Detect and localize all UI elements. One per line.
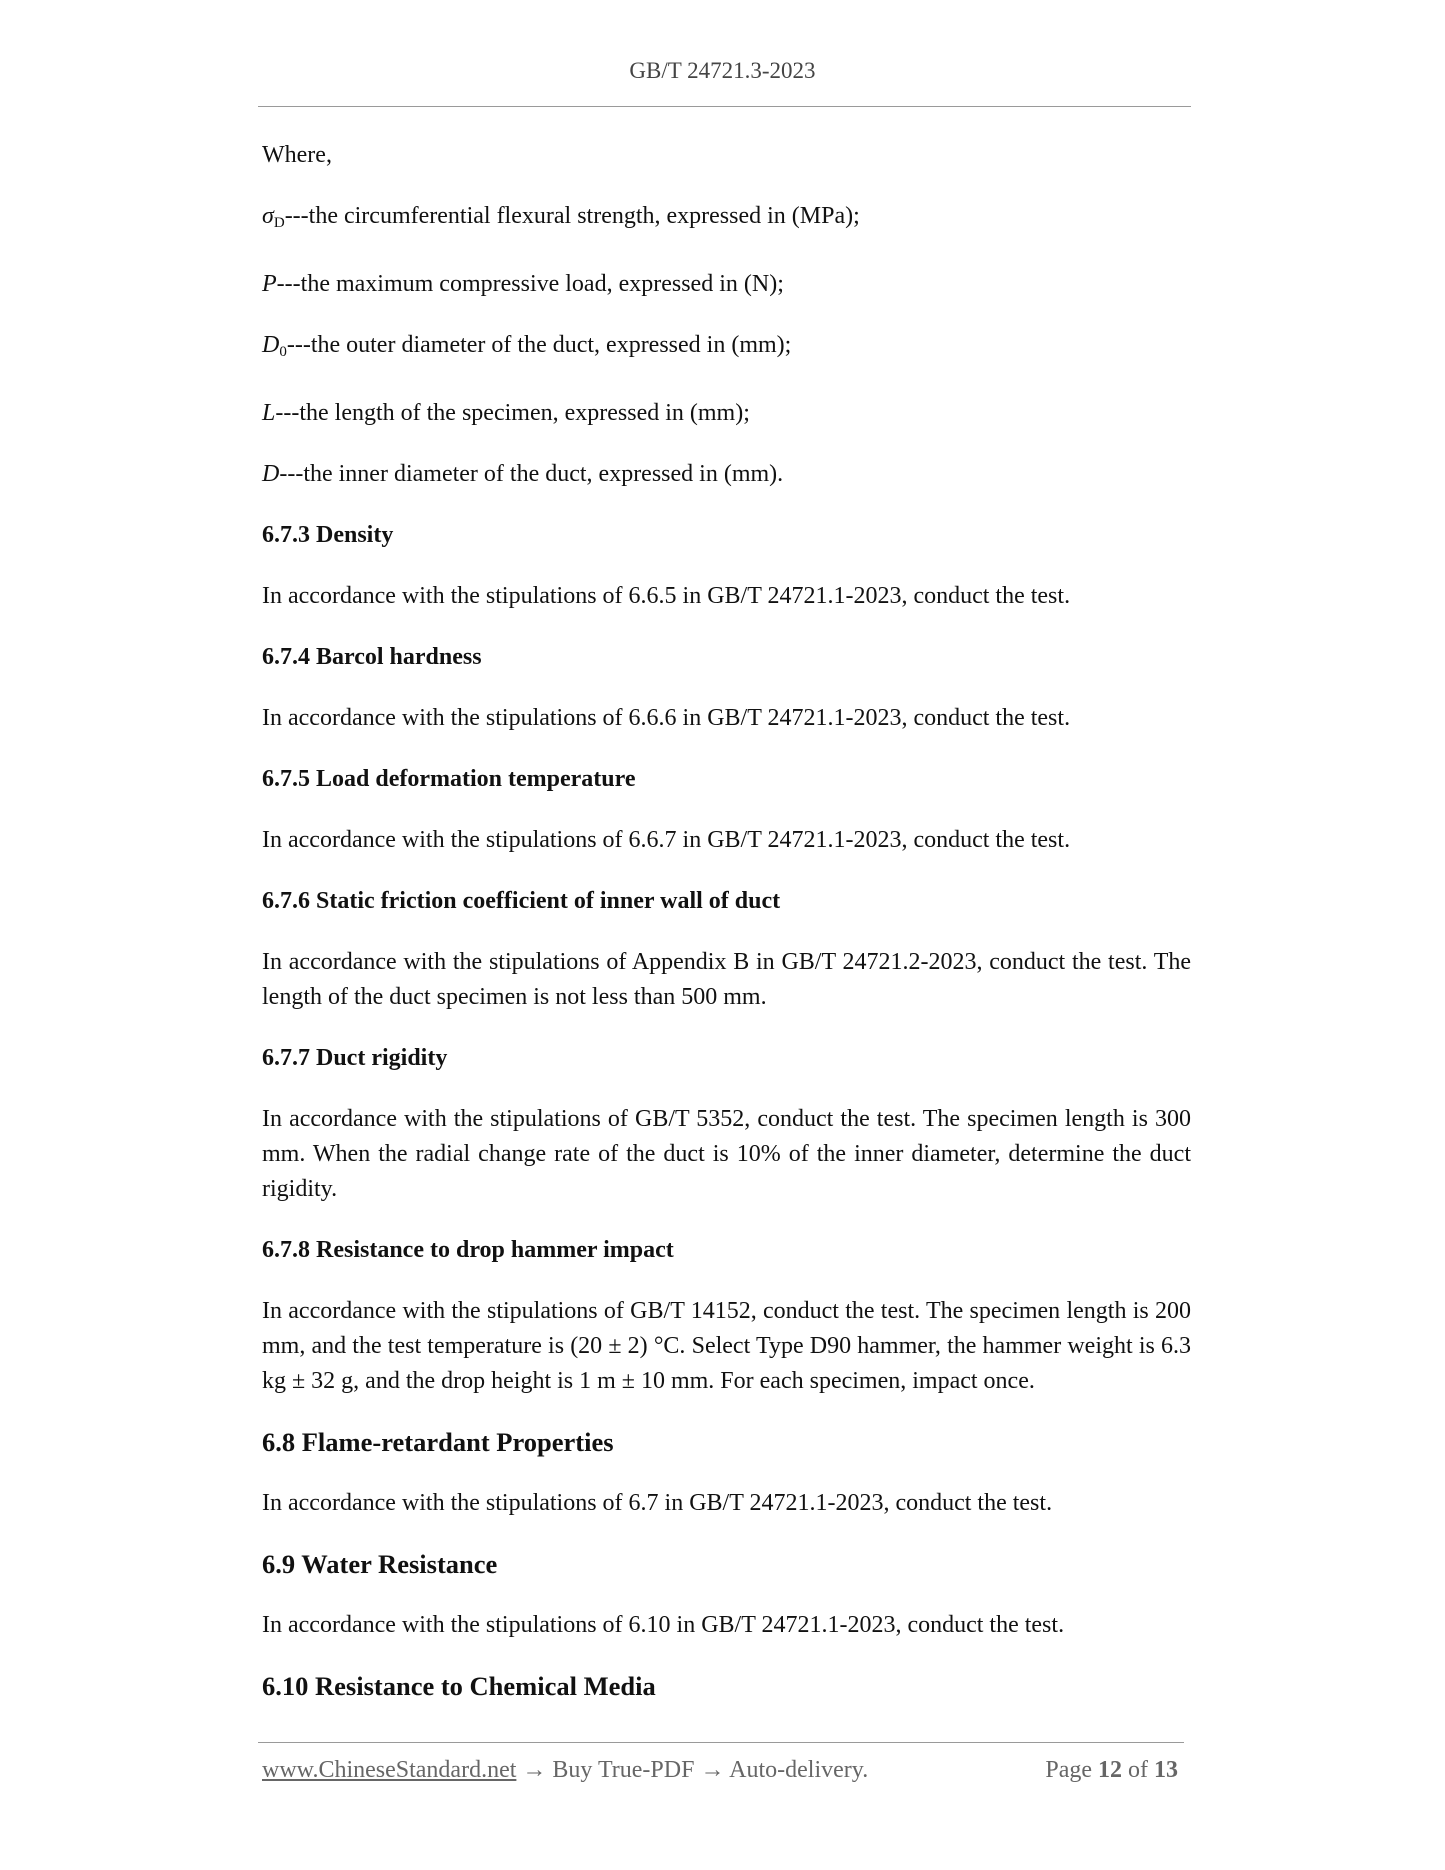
section-heading-drop-hammer: 6.7.8 Resistance to drop hammer impact xyxy=(262,1237,674,1263)
of-label: of xyxy=(1128,1757,1148,1783)
section-body-flame-retardant: In accordance with the stipulations of 6.7 in GB/T 24721.1-2023, conduct the test. xyxy=(262,1490,1053,1516)
arrow-right-icon: → xyxy=(522,1757,547,1783)
page-content xyxy=(262,138,1191,1704)
section-body-drop-hammer: In accordance with the stipulations of GB/T 14152, conduct the test. The specimen length is 200 mm, and the test temperature is (20 ± 2) °C. Select Type D90 hammer, the hammer weight is 6.3 kg ± 32 g, and the drop height is 1 m ± 10 mm. For each specimen, impact once. xyxy=(262,1298,1191,1394)
section-body-water-resistance: In accordance with the stipulations of 6.10 in GB/T 24721.1-2023, conduct the test. xyxy=(262,1612,1065,1638)
auto-delivery-text: Auto-delivery. xyxy=(729,1757,869,1783)
footer-promo xyxy=(262,1757,868,1784)
where-label: Where, xyxy=(262,142,332,168)
page-number: 12 xyxy=(1098,1757,1122,1783)
section-heading-density: 6.7.3 Density xyxy=(262,522,394,548)
website-link[interactable]: www.ChineseStandard.net xyxy=(262,1757,517,1783)
section-heading-chemical-media: 6.10 Resistance to Chemical Media xyxy=(262,1671,656,1701)
section-heading-barcol-hardness: 6.7.4 Barcol hardness xyxy=(262,644,482,670)
arrow-right-icon: → xyxy=(700,1757,725,1783)
section-heading-flame-retardant: 6.8 Flame-retardant Properties xyxy=(262,1427,614,1457)
section-body-barcol-hardness: In accordance with the stipulations of 6.6.6 in GB/T 24721.1-2023, conduct the test. xyxy=(262,705,1071,731)
page-indicator xyxy=(1045,1757,1178,1784)
section-body-static-friction: In accordance with the stipulations of Appendix B in GB/T 24721.2-2023, conduct the test. The length of the duct specimen is not less than 500 mm. xyxy=(262,949,1191,1010)
section-heading-static-friction: 6.7.6 Static friction coefficient of inner wall of duct xyxy=(262,888,781,914)
variable-p: P---the maximum compressive load, expressed in (N); xyxy=(262,271,784,297)
buy-true-pdf-text: Buy True-PDF xyxy=(552,1757,695,1783)
header-divider xyxy=(258,106,1191,107)
variable-sigma-d: $\sigma_D--$-the circumferential flexural strength, expressed in (MPa); xyxy=(262,203,860,231)
variable-l: L---the length of the specimen, expressed in (mm); xyxy=(262,400,750,426)
section-heading-water-resistance: 6.9 Water Resistance xyxy=(262,1549,498,1579)
page-footer xyxy=(262,1757,1182,1791)
section-body-load-deformation: In accordance with the stipulations of 6.6.7 in GB/T 24721.1-2023, conduct the test. xyxy=(262,827,1071,853)
footer-divider xyxy=(258,1742,1184,1743)
page-header: GB/T 24721.3-2023 xyxy=(629,58,816,83)
section-body-duct-rigidity: In accordance with the stipulations of GB/T 5352, conduct the test. The specimen length is 300 mm. When the radial change rate of the duct is 10% of the inner diameter, determine the duct rigidity. xyxy=(262,1106,1191,1202)
section-body-density: In accordance with the stipulations of 6.6.5 in GB/T 24721.1-2023, conduct the test. xyxy=(262,583,1071,609)
total-pages: 13 xyxy=(1154,1757,1178,1783)
section-heading-duct-rigidity: 6.7.7 Duct rigidity xyxy=(262,1045,448,1071)
variable-d0: $D_0--$-the outer diameter of the duct, expressed in (mm); xyxy=(262,332,792,360)
page-label: Page xyxy=(1045,1757,1092,1783)
variable-d: D---the inner diameter of the duct, expressed in (mm). xyxy=(262,461,784,487)
section-heading-load-deformation: 6.7.5 Load deformation temperature xyxy=(262,766,636,792)
